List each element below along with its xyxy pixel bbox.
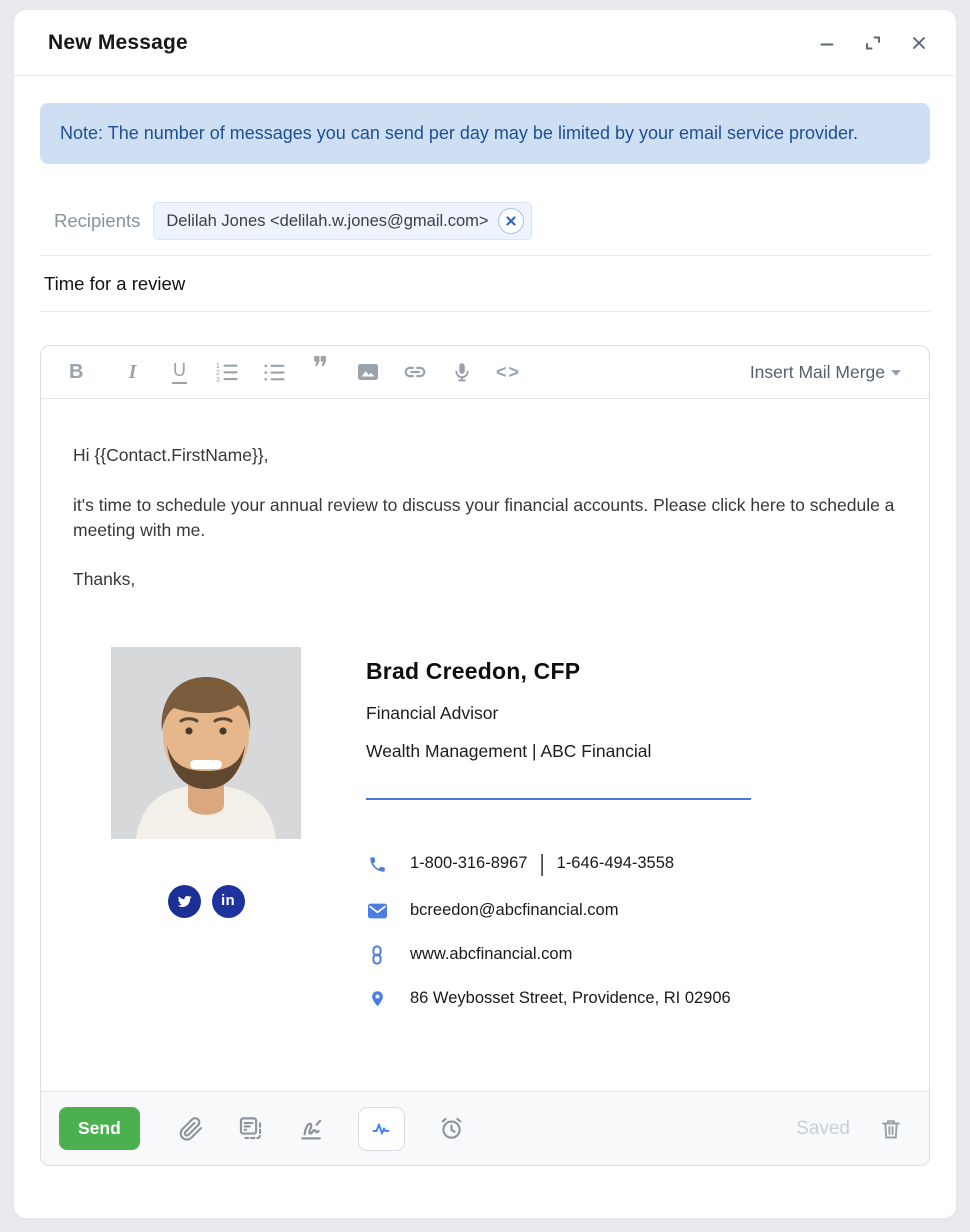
minimize-icon[interactable] bbox=[816, 32, 838, 54]
send-button[interactable]: Send bbox=[59, 1107, 140, 1150]
bullet-list-icon bbox=[262, 360, 286, 384]
message-body[interactable] bbox=[41, 399, 929, 1091]
insert-mail-merge-label: Insert Mail Merge bbox=[749, 361, 885, 382]
contact-rows bbox=[366, 850, 751, 1011]
body-closing: Thanks, bbox=[73, 569, 136, 590]
signature-job-title: Financial Advisor bbox=[366, 703, 499, 723]
phone-separator: | bbox=[539, 851, 545, 877]
code-view-button[interactable] bbox=[485, 356, 532, 388]
remove-recipient-icon[interactable] bbox=[498, 208, 524, 234]
code-icon: <> bbox=[495, 361, 522, 382]
image-icon bbox=[356, 360, 380, 384]
twitter-icon[interactable] bbox=[168, 885, 201, 918]
send-bar bbox=[41, 1091, 929, 1165]
linkedin-label: in bbox=[221, 892, 235, 910]
subject-text: Time for a review bbox=[44, 273, 186, 295]
ordered-list-icon bbox=[215, 360, 239, 384]
insert-mail-merge-dropdown[interactable] bbox=[750, 362, 901, 383]
phone-secondary: 1-646-494-3558 bbox=[556, 854, 675, 873]
phone-numbers bbox=[410, 850, 674, 879]
rate-limit-note-banner: Note: The number of messages you can send per day may be limited by your email service provider. bbox=[40, 103, 930, 164]
link-icon bbox=[402, 359, 428, 385]
new-message-window bbox=[14, 10, 956, 1218]
recipient-chip[interactable] bbox=[153, 202, 531, 240]
expand-icon[interactable] bbox=[862, 32, 884, 54]
window-title: New Message bbox=[48, 30, 188, 54]
recipient-chip-text: Delilah Jones <delilah.w.jones@gmail.com> bbox=[166, 211, 489, 230]
address-row bbox=[366, 987, 751, 1011]
italic-icon: I bbox=[128, 360, 137, 383]
email-address[interactable]: bcreedon@abcfinancial.com bbox=[410, 900, 619, 919]
schedule-send-button[interactable] bbox=[438, 1115, 465, 1142]
italic-button[interactable] bbox=[109, 356, 156, 388]
svg-text:2: 2 bbox=[215, 370, 220, 378]
email-row bbox=[366, 899, 751, 923]
bullet-list-button[interactable] bbox=[250, 356, 297, 388]
caret-down-icon bbox=[891, 370, 901, 376]
bold-button[interactable] bbox=[69, 356, 109, 388]
window-controls bbox=[816, 32, 930, 54]
close-icon[interactable] bbox=[908, 32, 930, 54]
signature-rule bbox=[366, 798, 751, 800]
signature-button[interactable] bbox=[297, 1115, 325, 1143]
recipients-row[interactable] bbox=[40, 202, 930, 240]
attach-file-button[interactable] bbox=[178, 1116, 204, 1142]
website-url[interactable]: www.abcfinancial.com bbox=[410, 944, 573, 963]
subject-field[interactable] bbox=[40, 256, 930, 311]
email-icon bbox=[366, 903, 388, 919]
bold-icon: B bbox=[69, 360, 84, 383]
dictate-button[interactable] bbox=[438, 356, 485, 388]
window-header bbox=[14, 10, 956, 76]
email-editor bbox=[40, 345, 930, 1166]
insert-link-button[interactable] bbox=[391, 356, 438, 388]
website-row bbox=[366, 943, 751, 967]
body-paragraph: it's time to schedule your annual review to discuss your financial accounts. Please click here to schedule a meeting with me. bbox=[73, 494, 895, 540]
linkedin-icon[interactable] bbox=[212, 885, 245, 918]
blockquote-button[interactable] bbox=[297, 352, 344, 388]
pulse-icon bbox=[369, 1117, 393, 1141]
svg-text:3: 3 bbox=[215, 377, 220, 385]
alarm-clock-icon bbox=[438, 1115, 465, 1142]
template-icon bbox=[237, 1115, 264, 1142]
email-tracking-toggle[interactable] bbox=[358, 1107, 405, 1151]
phone-row bbox=[366, 850, 751, 879]
recipients-label: Recipients bbox=[54, 210, 141, 232]
saved-status: Saved bbox=[796, 1117, 850, 1139]
social-icons bbox=[168, 885, 245, 918]
insert-image-button[interactable] bbox=[344, 356, 391, 388]
street-address: 86 Weybosset Street, Providence, RI 02906 bbox=[410, 988, 731, 1007]
phone-primary: 1-800-316-8967 bbox=[410, 854, 528, 873]
ordered-list-button[interactable] bbox=[203, 356, 250, 388]
microphone-icon bbox=[451, 360, 473, 384]
svg-text:1: 1 bbox=[215, 363, 220, 371]
signature-icon bbox=[297, 1115, 325, 1143]
paperclip-icon bbox=[178, 1116, 204, 1142]
underline-button[interactable] bbox=[156, 356, 203, 388]
signature-details bbox=[366, 647, 751, 1011]
template-button[interactable] bbox=[237, 1115, 264, 1142]
body-greeting: Hi {{Contact.FirstName}}, bbox=[73, 445, 269, 466]
blockquote-icon: ❞ bbox=[312, 352, 329, 386]
phone-icon bbox=[366, 855, 388, 874]
divider bbox=[40, 311, 930, 312]
website-link-icon bbox=[366, 945, 388, 965]
signature-name: Brad Creedon, CFP bbox=[366, 657, 581, 684]
discard-draft-button[interactable] bbox=[879, 1117, 903, 1141]
formatting-toolbar bbox=[41, 346, 929, 398]
send-bar-icons bbox=[178, 1107, 465, 1151]
location-pin-icon bbox=[366, 988, 388, 1009]
trash-icon bbox=[879, 1117, 903, 1141]
send-bar-right bbox=[796, 1117, 903, 1141]
headshot-photo bbox=[111, 647, 301, 839]
email-signature bbox=[111, 647, 897, 1011]
signature-company: Wealth Management | ABC Financial bbox=[366, 741, 652, 762]
compose-content bbox=[14, 76, 956, 1218]
signature-photo-column bbox=[111, 647, 301, 1011]
underline-icon: U bbox=[172, 360, 187, 384]
